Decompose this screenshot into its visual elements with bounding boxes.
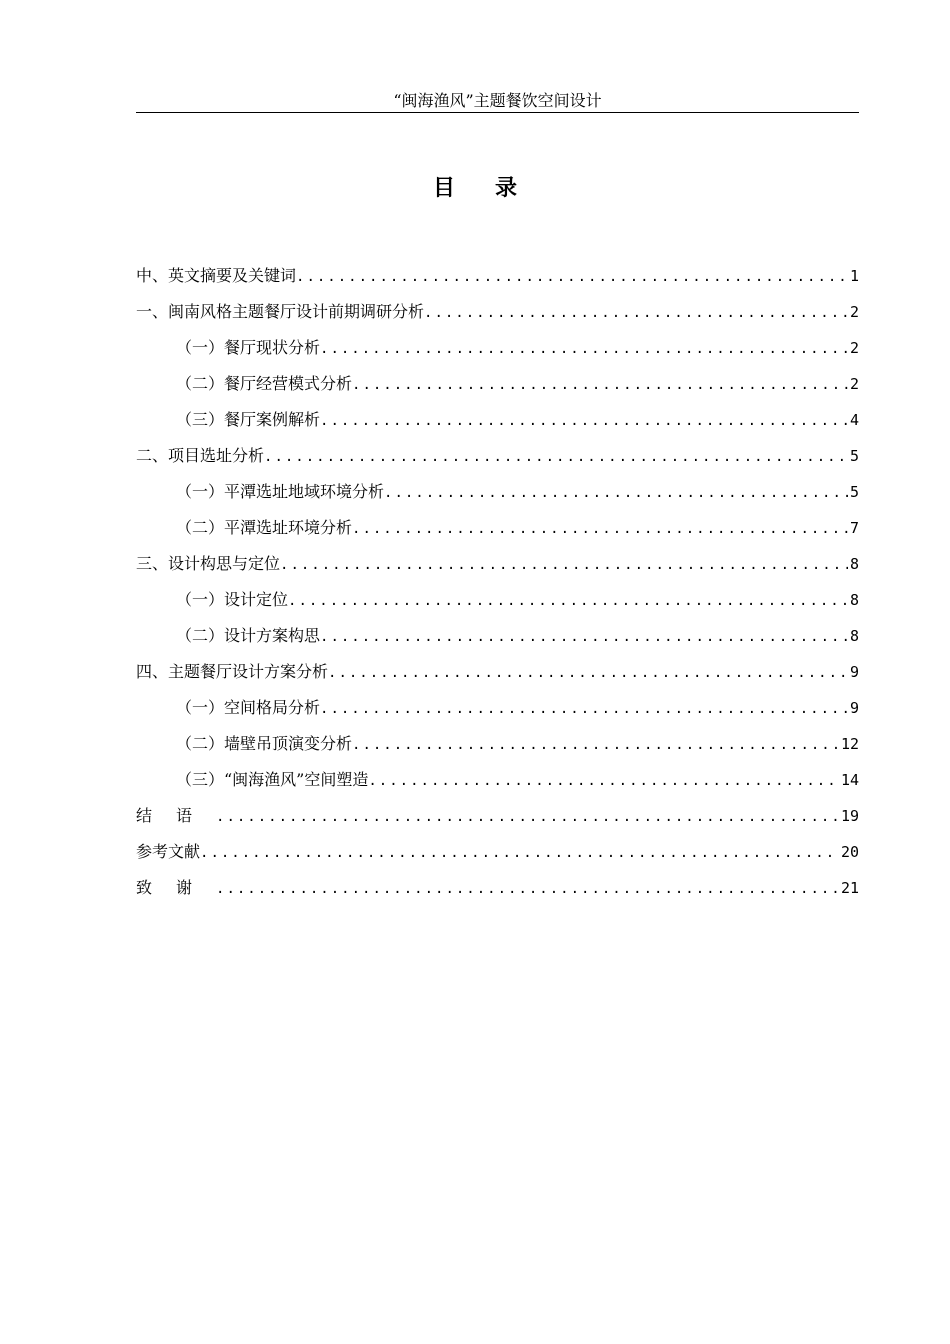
toc-page-number: 9 <box>849 663 859 681</box>
toc-entry[interactable] <box>136 294 859 330</box>
toc-dot-leader <box>200 835 839 871</box>
toc-entry-label: （二）餐厅经营模式分析 <box>176 374 353 393</box>
toc-entry[interactable] <box>136 330 859 366</box>
toc-entry[interactable] <box>136 618 859 654</box>
toc-entry-label: 四、主题餐厅设计方案分析 <box>136 662 329 681</box>
toc-page-number: 5 <box>849 483 859 501</box>
toc-page-number: 20 <box>840 843 859 861</box>
toc-page-number: 7 <box>849 519 859 537</box>
toc-entry-label: 致谢 <box>136 878 217 897</box>
toc-dot-leader <box>424 295 848 331</box>
toc-dot-leader <box>368 763 839 799</box>
toc-page-number: 1 <box>849 267 859 285</box>
toc-page-number: 21 <box>840 879 859 897</box>
toc-page-number: 12 <box>840 735 859 753</box>
toc-dot-leader <box>352 511 848 547</box>
toc-entry[interactable] <box>136 582 859 618</box>
toc-entry-label: （一）平潭选址地域环境分析 <box>176 482 385 501</box>
table-of-contents <box>136 258 859 906</box>
toc-page-number: 19 <box>840 807 859 825</box>
toc-page-number: 5 <box>849 447 859 465</box>
toc-entry[interactable] <box>136 510 859 546</box>
toc-page-number: 8 <box>849 627 859 645</box>
toc-dot-leader <box>320 403 848 439</box>
toc-entry[interactable] <box>136 474 859 510</box>
toc-entry[interactable] <box>136 726 859 762</box>
toc-entry-label: 中、英文摘要及关键词 <box>136 266 297 285</box>
toc-page-number: 4 <box>849 411 859 429</box>
toc-dot-leader <box>328 655 848 691</box>
toc-title: 目录 <box>432 175 557 201</box>
toc-entry-label: （一）设计定位 <box>176 590 289 609</box>
toc-entry-label: 二、项目选址分析 <box>136 446 265 465</box>
toc-dot-leader <box>320 691 848 727</box>
toc-entry-label: （二）墙壁吊顶演变分析 <box>176 734 353 753</box>
toc-entry-label: 参考文献 <box>136 842 201 861</box>
toc-entry[interactable] <box>136 402 859 438</box>
toc-entry[interactable] <box>136 546 859 582</box>
toc-page-number: 14 <box>840 771 859 789</box>
toc-entry[interactable] <box>136 762 859 798</box>
toc-dot-leader <box>384 475 848 511</box>
toc-entry-label: （三）餐厅案例解析 <box>176 410 321 429</box>
toc-entry-label: （一）餐厅现状分析 <box>176 338 321 357</box>
toc-entry[interactable] <box>136 798 859 834</box>
toc-entry[interactable] <box>136 834 859 870</box>
toc-dot-leader <box>280 547 848 583</box>
toc-entry[interactable] <box>136 258 859 294</box>
toc-entry[interactable] <box>136 438 859 474</box>
toc-dot-leader <box>216 799 839 835</box>
toc-entry-label: （二）设计方案构思 <box>176 626 321 645</box>
toc-page-number: 2 <box>849 303 859 321</box>
toc-page-number: 9 <box>849 699 859 717</box>
toc-entry[interactable] <box>136 654 859 690</box>
toc-page-number: 2 <box>849 339 859 357</box>
toc-dot-leader <box>320 619 848 655</box>
toc-entry[interactable] <box>136 690 859 726</box>
toc-entry[interactable] <box>136 870 859 906</box>
toc-entry-label: （三）“闽海渔风”空间塑造 <box>176 770 369 789</box>
toc-entry-label: 三、设计构思与定位 <box>136 554 281 573</box>
toc-dot-leader <box>296 259 848 295</box>
toc-page-number: 8 <box>849 555 859 573</box>
header-rule <box>136 112 859 113</box>
toc-dot-leader <box>216 871 839 907</box>
toc-entry[interactable] <box>136 366 859 402</box>
toc-dot-leader <box>320 331 848 367</box>
toc-page-number: 2 <box>849 375 859 393</box>
toc-entry-label: （二）平潭选址环境分析 <box>176 518 353 537</box>
running-header: “闽海渔风”主题餐饮空间设计 <box>393 91 602 110</box>
toc-dot-leader <box>352 727 839 763</box>
toc-page-number: 8 <box>849 591 859 609</box>
toc-dot-leader <box>352 367 848 403</box>
toc-entry-label: 一、闽南风格主题餐厅设计前期调研分析 <box>136 302 425 321</box>
toc-dot-leader <box>288 583 848 619</box>
toc-entry-label: 结语 <box>136 806 217 825</box>
toc-entry-label: （一）空间格局分析 <box>176 698 321 717</box>
toc-dot-leader <box>264 439 848 475</box>
